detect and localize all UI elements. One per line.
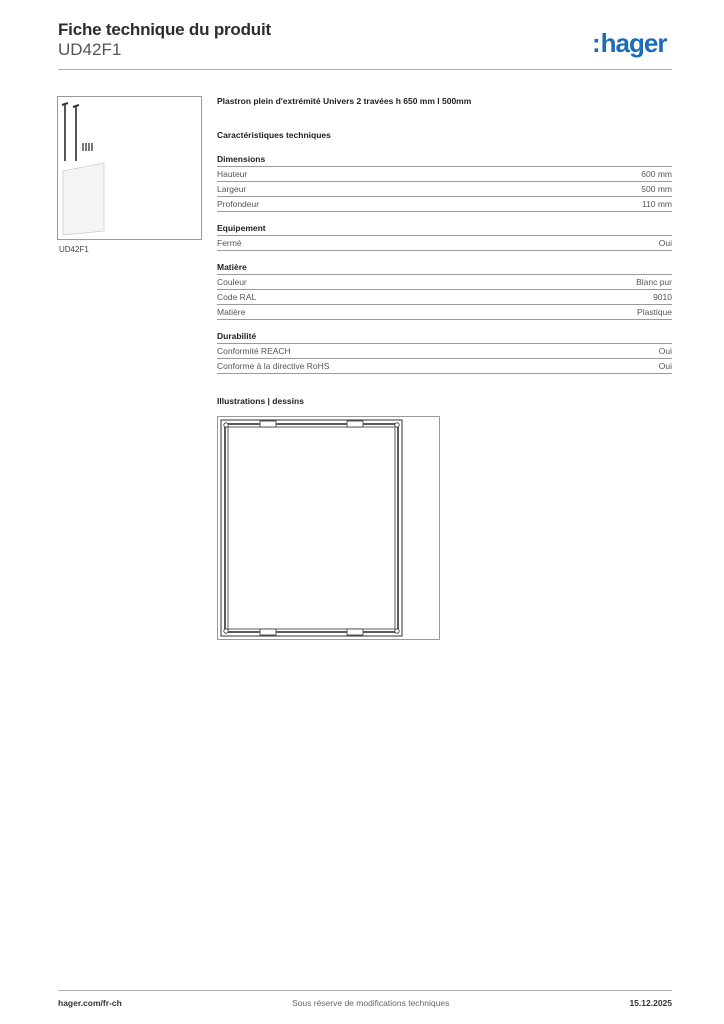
spec-value: Plastique (637, 307, 672, 317)
spec-group-durabilite (217, 331, 672, 374)
spec-label: Code RAL (217, 292, 257, 302)
spec-row (217, 359, 672, 374)
footer-disclaimer: Sous réserve de modifications techniques (292, 998, 450, 1008)
spec-label: Hauteur (217, 169, 248, 179)
spec-label: Largeur (217, 184, 247, 194)
spec-row (217, 182, 672, 197)
technical-drawing (217, 416, 440, 640)
spec-group-matiere (217, 262, 672, 320)
spec-group-dimensions (217, 154, 672, 212)
main-content (217, 96, 672, 640)
spec-row (217, 167, 672, 182)
spec-row (217, 275, 672, 290)
footer-website-link[interactable]: hager.com/fr-ch (58, 998, 122, 1008)
product-image (57, 96, 202, 240)
product-description: Plastron plein d'extrémité Univers 2 travées h 650 mm l 500mm (217, 96, 472, 106)
spec-value: Blanc pur (636, 277, 672, 287)
spec-row (217, 305, 672, 320)
spec-row (217, 197, 672, 212)
spec-group-title: Durabilité (217, 331, 672, 344)
spec-value: Oui (658, 238, 672, 248)
header-divider (58, 69, 672, 70)
product-photo-icon (58, 97, 201, 239)
tech-section-heading: Caractéristiques techniques (217, 130, 331, 140)
spec-label: Fermé (217, 238, 242, 248)
spec-value: 600 mm (641, 169, 672, 179)
spec-label: Profondeur (217, 199, 260, 209)
spec-row (217, 236, 672, 251)
spec-label: Conforme à la directive RoHS (217, 361, 330, 371)
spec-value: 9010 (653, 292, 672, 302)
logo-colon-icon: : (592, 28, 600, 58)
spec-group-title: Matière (217, 262, 672, 275)
hager-logo (592, 28, 666, 59)
page-title: Fiche technique du produit (58, 20, 271, 39)
illustrations-heading: Illustrations | dessins (217, 396, 304, 406)
spec-group-title: Equipement (217, 223, 672, 236)
logo-text: hager (600, 28, 667, 58)
spec-label: Couleur (217, 277, 247, 287)
product-image-caption: UD42F1 (59, 245, 89, 254)
spec-value: 110 mm (641, 199, 672, 209)
footer-date: 15.12.2025 (629, 998, 672, 1008)
spec-row (217, 344, 672, 359)
spec-value: Oui (658, 361, 672, 371)
spec-group-title: Dimensions (217, 154, 672, 167)
spec-group-equipement (217, 223, 672, 251)
footer-divider (58, 990, 672, 991)
spec-label: Conformité REACH (217, 346, 291, 356)
spec-value: Oui (658, 346, 672, 356)
spec-row (217, 290, 672, 305)
product-reference: UD42F1 (58, 40, 122, 59)
panel-drawing-icon (218, 417, 439, 639)
spec-value: 500 mm (641, 184, 672, 194)
spec-label: Matière (217, 307, 246, 317)
